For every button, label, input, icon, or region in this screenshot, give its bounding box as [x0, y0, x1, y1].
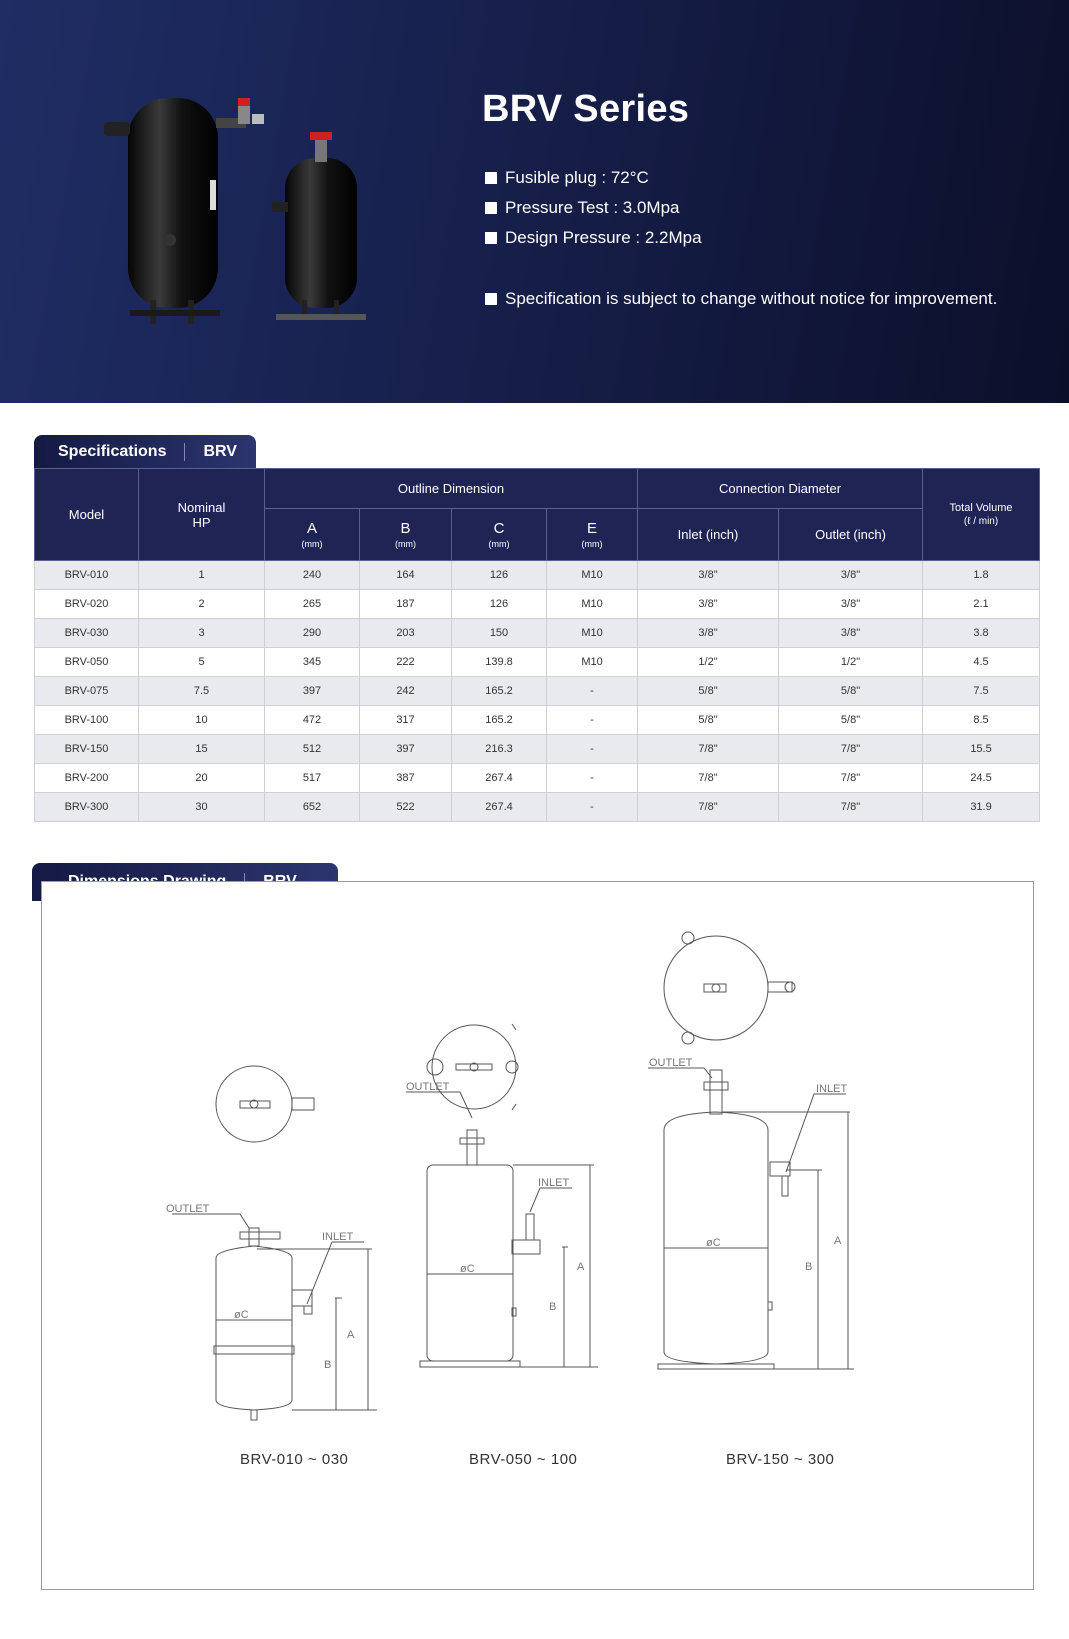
table-cell: 2.1	[923, 590, 1040, 619]
notice-text: Specification is subject to change without notice for improvement.	[485, 289, 997, 309]
header-outlet: Outlet (inch)	[779, 509, 923, 561]
header-model: Model	[35, 469, 139, 561]
table-cell: 222	[360, 648, 452, 677]
table-cell: 1.8	[923, 561, 1040, 590]
table-cell: 7/8"	[779, 735, 923, 764]
table-row	[35, 561, 1040, 590]
table-cell: 7/8"	[638, 793, 779, 822]
dia-label: øC	[460, 1263, 475, 1275]
table-cell: -	[547, 706, 638, 735]
table-cell: 187	[360, 590, 452, 619]
table-cell: 522	[360, 793, 452, 822]
table-row	[35, 648, 1040, 677]
table-cell: 267.4	[452, 764, 547, 793]
dia-label: øC	[706, 1237, 721, 1249]
table-row	[35, 619, 1040, 648]
table-cell: 165.2	[452, 677, 547, 706]
b-label: B	[549, 1301, 557, 1313]
drawing-brv-050-100	[406, 1024, 598, 1367]
table-cell: 7/8"	[779, 793, 923, 822]
inlet-label: INLET	[816, 1083, 848, 1095]
header-c: C (mm)	[452, 509, 547, 561]
table-cell: 7/8"	[638, 764, 779, 793]
a-label: A	[577, 1261, 585, 1273]
dimensions-drawing-panel	[41, 881, 1034, 1590]
table-cell: 15	[139, 735, 265, 764]
header-outline-dimension: Outline Dimension	[265, 469, 638, 509]
table-cell: 397	[360, 735, 452, 764]
table-cell: BRV-020	[35, 590, 139, 619]
table-cell: 7/8"	[779, 764, 923, 793]
drawing-brv-010-030	[172, 1066, 377, 1420]
table-cell: 4.5	[923, 648, 1040, 677]
table-cell: 397	[265, 677, 360, 706]
table-cell: -	[547, 677, 638, 706]
header-b: B (mm)	[360, 509, 452, 561]
table-cell: -	[547, 735, 638, 764]
caption-brv-150-300: BRV-150 ~ 300	[726, 1451, 835, 1468]
table-cell: 20	[139, 764, 265, 793]
table-cell: 30	[139, 793, 265, 822]
table-cell: 203	[360, 619, 452, 648]
header-a: A (mm)	[265, 509, 360, 561]
bullet-square-icon	[485, 202, 497, 214]
table-row	[35, 706, 1040, 735]
table-cell: 317	[360, 706, 452, 735]
bullet-square-icon	[485, 293, 497, 305]
header-nominal-hp: Nominal HP	[139, 469, 265, 561]
table-cell: 387	[360, 764, 452, 793]
table-cell: 5/8"	[638, 706, 779, 735]
outlet-label: OUTLET	[649, 1057, 693, 1069]
table-cell: BRV-150	[35, 735, 139, 764]
table-cell: 7.5	[139, 677, 265, 706]
outlet-label: OUTLET	[166, 1203, 210, 1215]
table-cell: 8.5	[923, 706, 1040, 735]
table-cell: 7/8"	[638, 735, 779, 764]
table-cell: 164	[360, 561, 452, 590]
a-label: A	[834, 1235, 842, 1247]
table-cell: 3/8"	[779, 619, 923, 648]
table-cell: 265	[265, 590, 360, 619]
table-cell: 165.2	[452, 706, 547, 735]
table-cell: 290	[265, 619, 360, 648]
table-row	[35, 677, 1040, 706]
table-cell: 512	[265, 735, 360, 764]
table-cell: 3/8"	[638, 561, 779, 590]
page-title: BRV Series	[482, 88, 690, 130]
table-cell: 139.8	[452, 648, 547, 677]
table-cell: 15.5	[923, 735, 1040, 764]
table-cell: M10	[547, 619, 638, 648]
header-total-volume: Total Volume (ℓ / min)	[923, 469, 1040, 561]
dia-label: øC	[234, 1309, 249, 1321]
table-cell: BRV-075	[35, 677, 139, 706]
dimensions-drawing	[42, 882, 1033, 1589]
table-cell: 5	[139, 648, 265, 677]
table-cell: 240	[265, 561, 360, 590]
table-cell: 5/8"	[779, 706, 923, 735]
table-cell: BRV-030	[35, 619, 139, 648]
table-cell: 472	[265, 706, 360, 735]
table-cell: BRV-200	[35, 764, 139, 793]
table-cell: M10	[547, 590, 638, 619]
table-row	[35, 793, 1040, 822]
hero-banner	[0, 0, 1069, 403]
table-cell: 652	[265, 793, 360, 822]
table-cell: 7.5	[923, 677, 1040, 706]
table-cell: 3.8	[923, 619, 1040, 648]
inlet-label: INLET	[322, 1231, 354, 1243]
table-cell: BRV-300	[35, 793, 139, 822]
table-cell: 31.9	[923, 793, 1040, 822]
header-e: E (mm)	[547, 509, 638, 561]
table-cell: 126	[452, 590, 547, 619]
table-cell: 3	[139, 619, 265, 648]
bullet-square-icon	[485, 172, 497, 184]
table-cell: BRV-010	[35, 561, 139, 590]
b-label: B	[324, 1359, 332, 1371]
header-connection-diameter: Connection Diameter	[638, 469, 923, 509]
table-cell: 10	[139, 706, 265, 735]
table-row	[35, 735, 1040, 764]
table-cell: 3/8"	[779, 561, 923, 590]
feature-item: Pressure Test : 3.0Mpa	[485, 198, 680, 218]
table-row	[35, 764, 1040, 793]
table-cell: 3/8"	[779, 590, 923, 619]
table-cell: 242	[360, 677, 452, 706]
outlet-label: OUTLET	[406, 1081, 450, 1093]
b-label: B	[805, 1261, 813, 1273]
header-inlet: Inlet (inch)	[638, 509, 779, 561]
table-cell: M10	[547, 648, 638, 677]
table-cell: 150	[452, 619, 547, 648]
table-cell: 2	[139, 590, 265, 619]
specifications-table	[34, 468, 1040, 822]
caption-brv-010-030: BRV-010 ~ 030	[240, 1451, 349, 1468]
table-cell: 24.5	[923, 764, 1040, 793]
feature-item: Fusible plug : 72°C	[485, 168, 649, 188]
drawing-brv-150-300	[648, 932, 854, 1369]
table-cell: 216.3	[452, 735, 547, 764]
table-cell: 1/2"	[779, 648, 923, 677]
table-cell: 345	[265, 648, 360, 677]
table-cell: 517	[265, 764, 360, 793]
table-cell: -	[547, 764, 638, 793]
table-cell: BRV-050	[35, 648, 139, 677]
caption-brv-050-100: BRV-050 ~ 100	[469, 1451, 578, 1468]
table-cell: 3/8"	[638, 619, 779, 648]
bullet-square-icon	[485, 232, 497, 244]
table-cell: 267.4	[452, 793, 547, 822]
table-cell: 3/8"	[638, 590, 779, 619]
table-cell: 1/2"	[638, 648, 779, 677]
table-cell: M10	[547, 561, 638, 590]
table-cell: 1	[139, 561, 265, 590]
feature-item: Design Pressure : 2.2Mpa	[485, 228, 702, 248]
receiver-tanks-image	[90, 70, 400, 340]
inlet-label: INLET	[538, 1177, 570, 1189]
table-cell: 126	[452, 561, 547, 590]
table-cell: 5/8"	[779, 677, 923, 706]
specifications-tab: Specifications BRV	[34, 435, 256, 469]
table-cell: -	[547, 793, 638, 822]
table-row	[35, 590, 1040, 619]
a-label: A	[347, 1329, 355, 1341]
table-cell: BRV-100	[35, 706, 139, 735]
table-cell: 5/8"	[638, 677, 779, 706]
